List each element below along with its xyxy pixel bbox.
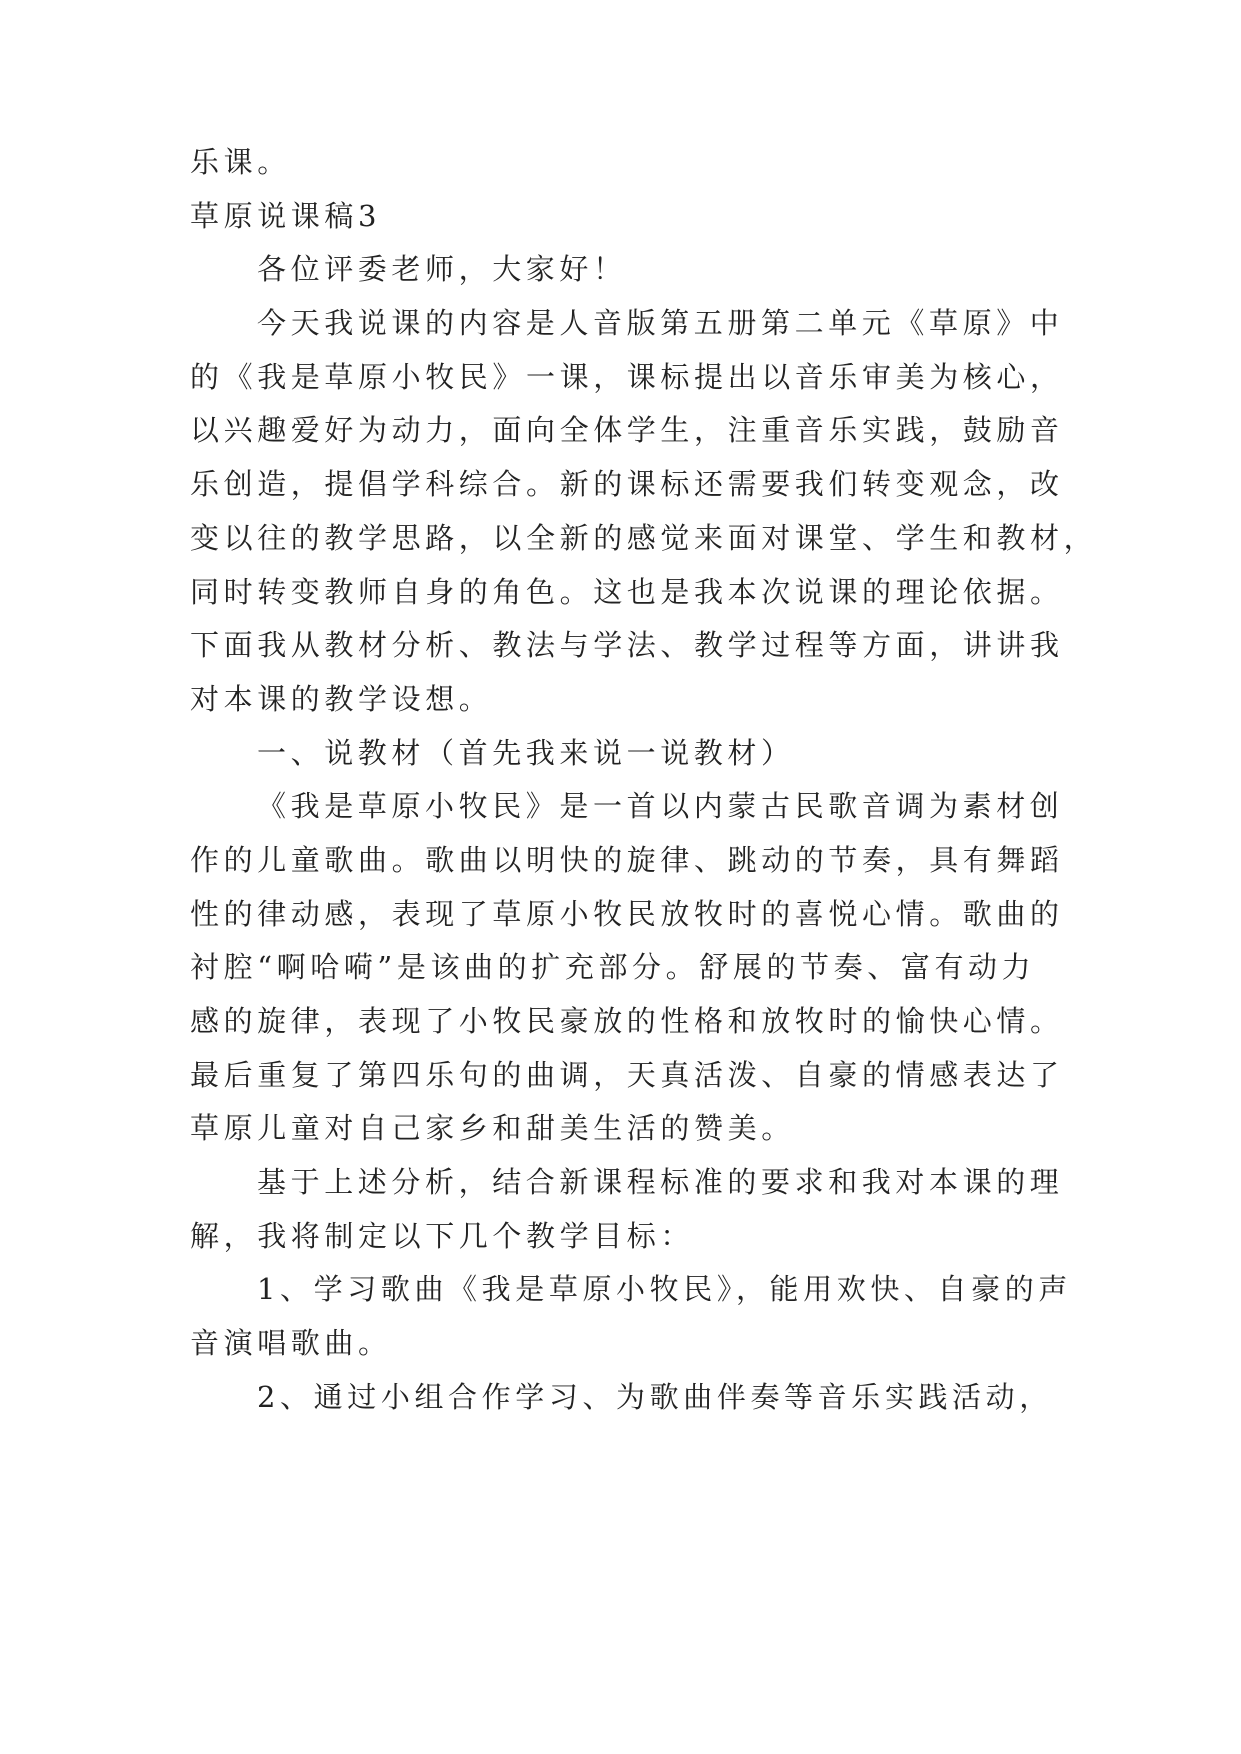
material-paragraph	[190, 780, 1091, 1156]
text-line: 乐课。	[190, 145, 291, 179]
text-line: 解，我将制定以下几个教学目标：	[190, 1218, 695, 1253]
text-line: 下面我从教材分析、教法与学法、教学过程等方面，讲讲我	[190, 628, 1064, 663]
text-line: 衬腔“啊哈嗬”是该曲的扩充部分。舒展的节奏、富有动力	[190, 950, 1036, 985]
text-line: 1、学习歌曲《我是草原小牧民》，能用欢快、自豪的声	[257, 1272, 1072, 1307]
section-heading	[190, 190, 1091, 244]
text-line: 音演唱歌曲。	[190, 1326, 392, 1361]
text-line: 对本课的教学设想。	[190, 681, 493, 716]
greeting-paragraph	[190, 243, 1091, 297]
text-line: 作的儿童歌曲。歌曲以明快的旋律、跳动的节奏，具有舞蹈	[190, 842, 1064, 877]
text-line: 基于上述分析，结合新课程标准的要求和我对本课的理	[257, 1165, 1064, 1200]
heading-text: 草原说课稿3	[190, 198, 382, 233]
text-line: 的《我是草原小牧民》一课，课标提出以音乐审美为核心，	[190, 359, 1064, 394]
objectives-intro-paragraph	[190, 1156, 1091, 1263]
text-line: 以兴趣爱好为动力，面向全体学生，注重音乐实践，鼓励音	[190, 413, 1064, 448]
text-line: 各位评委老师，大家好！	[257, 252, 627, 287]
paragraph-continuation	[190, 136, 1091, 190]
text-line: 乐创造，提倡学科综合。新的课标还需要我们转变观念，改	[190, 467, 1064, 502]
heading-text: 一、说教材（首先我来说一说教材）	[257, 735, 795, 770]
text-line: 《我是草原小牧民》是一首以内蒙古民歌音调为素材创	[257, 789, 1064, 824]
text-line: 草原儿童对自己家乡和甜美生活的赞美。	[190, 1111, 795, 1146]
objective-item-2	[190, 1371, 1091, 1425]
text-line: 同时转变教师自身的角色。这也是我本次说课的理论依据。	[190, 574, 1064, 609]
subsection-heading	[190, 727, 1091, 781]
intro-paragraph	[190, 297, 1098, 727]
text-line: 性的律动感，表现了草原小牧民放牧时的喜悦心情。歌曲的	[190, 896, 1064, 931]
text-line: 今天我说课的内容是人音版第五册第二单元《草原》中	[257, 306, 1064, 341]
text-line: 变以往的教学思路，以全新的感觉来面对课堂、学生和教材，	[190, 520, 1098, 555]
objective-item-1	[190, 1263, 1091, 1370]
text-line: 最后重复了第四乐句的曲调，天真活泼、自豪的情感表达了	[190, 1057, 1064, 1092]
text-line: 感的旋律，表现了小牧民豪放的性格和放牧时的愉快心情。	[190, 1004, 1064, 1038]
text-line: 2、通过小组合作学习、为歌曲伴奏等音乐实践活动，	[257, 1379, 1053, 1414]
